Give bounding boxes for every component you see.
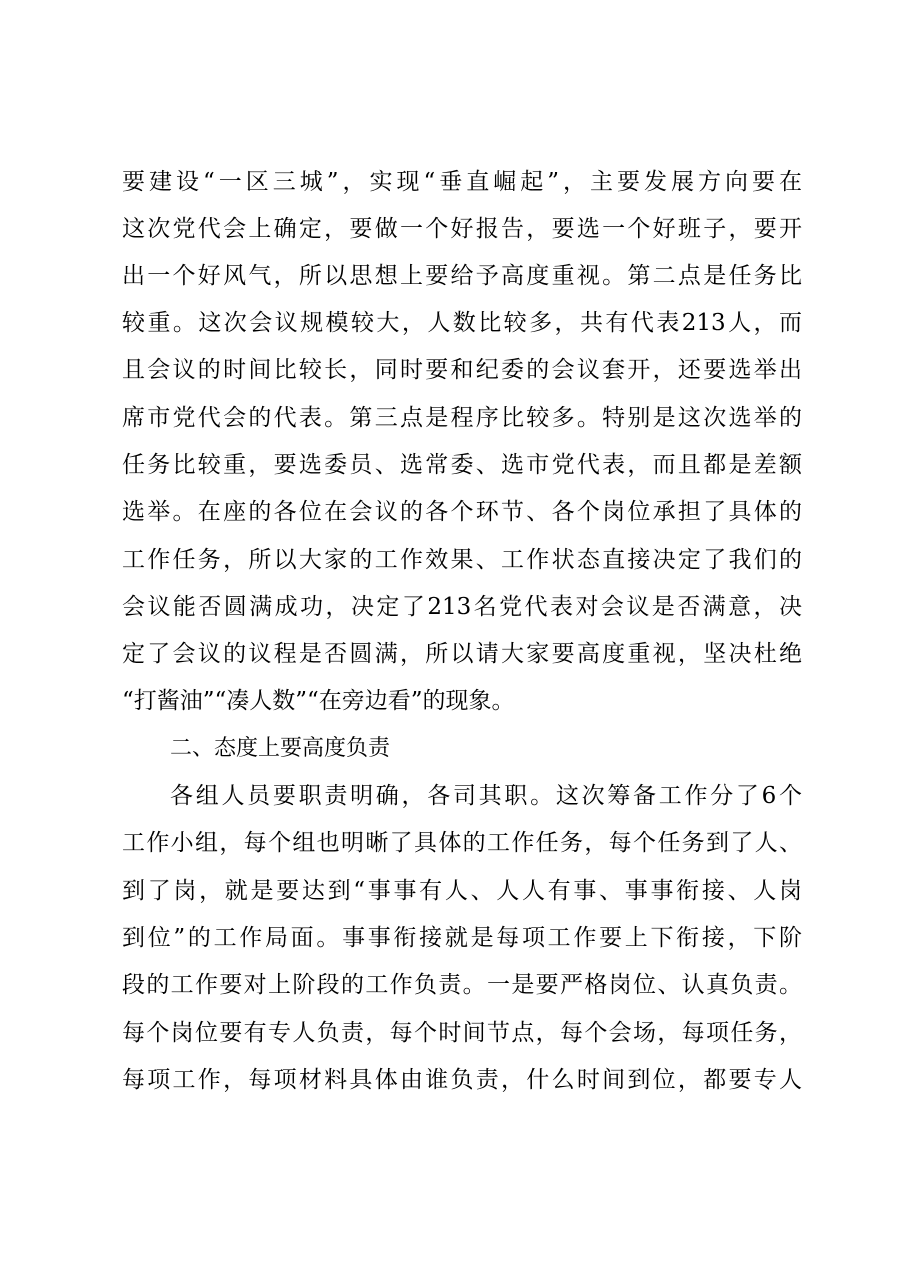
body-text-line: 较重。这次会议规模较大，人数比较多，共有代表213人，而 (122, 310, 802, 336)
body-text-line: 各组人员要职责明确，各司其职。这次筹备工作分了6个 (170, 783, 802, 809)
body-text-line: 工作任务，所以大家的工作效果、工作状态直接决定了我们的 (122, 547, 802, 573)
body-text-line: “打酱油”“凑人数”“在旁边看”的现象。 (122, 688, 515, 714)
body-text-line: 出一个好风气，所以思想上要给予高度重视。第二点是任务比 (122, 263, 802, 289)
body-text-line: 每个岗位要有专人负责，每个时间节点，每个会场，每项任务， (122, 1020, 802, 1046)
body-text-line: 任务比较重，要选委员、选常委、选市党代表，而且都是差额 (122, 452, 802, 478)
body-text-line: 工作小组，每个组也明晰了具体的工作任务，每个任务到了人、 (122, 830, 802, 856)
section-heading: 二、态度上要高度负责 (170, 736, 391, 761)
body-text-line: 要建设“一区三城”，实现“垂直崛起”，主要发展方向要在 (122, 169, 802, 195)
body-text-line: 定了会议的议程是否圆满，所以请大家要高度重视，坚决杜绝 (122, 641, 802, 667)
body-text-line: 这次党代会上确定，要做一个好报告，要选一个好班子，要开 (122, 216, 802, 242)
body-text-line: 会议能否圆满成功，决定了213名党代表对会议是否满意，决 (122, 594, 802, 620)
body-text-line: 到了岗，就是要达到“事事有人、人人有事、事事衔接、人岗 (122, 878, 802, 904)
body-text-line: 每项工作，每项材料具体由谁负责，什么时间到位，都要专人 (122, 1067, 802, 1093)
body-text-line: 段的工作要对上阶段的工作负责。一是要严格岗位、认真负责。 (122, 972, 802, 998)
body-text-line: 选举。在座的各位在会议的各个环节、各个岗位承担了具体的 (122, 499, 802, 525)
body-text-line: 到位”的工作局面。事事衔接就是每项工作要上下衔接，下阶 (122, 925, 802, 951)
body-text-line: 且会议的时间比较长，同时要和纪委的会议套开，还要选举出 (122, 357, 802, 383)
body-text-line: 席市党代会的代表。第三点是程序比较多。特别是这次选举的 (122, 405, 802, 431)
